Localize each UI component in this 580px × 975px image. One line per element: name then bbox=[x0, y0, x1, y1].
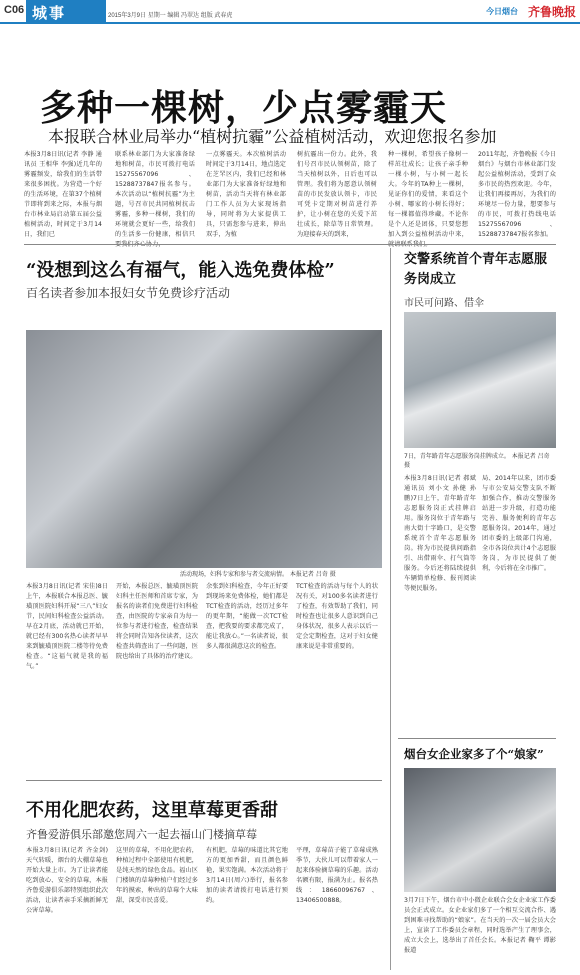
lead-subheadline: 本报联合林业局举办“植树抗霾”公益植树活动，欢迎您报名参加 bbox=[48, 127, 497, 146]
lead-column: 种一棵树，希望孩子像树一样茁壮成长；让孩子亲手种一棵小树，与小树一起长大。今年的TA种上一棵树，见证你们的爱情，来看这个小树、哪家的小树长得好；每一棵都值得珍藏。不论你是个人还是团体，只要您想加入到公益植树活动中来， bbox=[388, 151, 468, 238]
paper-name: 今日烟台 bbox=[486, 7, 518, 16]
article2-column: 余张到妇科检查，今年正好要到现场来免费体检，她们都是TCT检查的活动，经历过多年的更年期，“能做一次TCT检查，把我要的要求都完成了，能让我放心。”一名读者说，很多人都很满意这次的检查。 bbox=[206, 583, 288, 650]
divider bbox=[26, 780, 382, 781]
article4-subheadline: 齐鲁爱游俱乐部邀您周六一起去福山门楼摘草莓 bbox=[26, 828, 257, 841]
lead-column: 联系林业部门为大家准备绿地和树苗，市民可拨打电话15275567096、15288737847报名参与。本次活动以“植树抗霾”为主题，号召市民共同植树抗击雾霾，多种一棵树，我们的环境就会更好一些，给我们的生活多一份健康，相信只 bbox=[115, 151, 195, 238]
lead-headline: 多种一棵树，少点雾霾天 bbox=[40, 87, 448, 129]
article4-column: 本报3月8日讯(记者 齐金剑)天气转暖，烟台的大棚草莓也开始大量上市。为了让读者能吃到放心、安全的草莓，本报齐鲁爱游俱乐部特别组织此次活动，让读者亲手采摘新鲜无公害草莓。 bbox=[26, 847, 108, 914]
article4-column: 这里的草莓，不用化肥农药，种植过程中全部使用有机肥，是纯天然的绿色食品。福山区门楼镇的草莓种植户们经过多年的摸索，种出的草莓个大味甜，深受市民喜爱。 bbox=[116, 847, 198, 904]
article3-subheadline: 市民可问路、借伞 bbox=[404, 298, 484, 309]
column-divider bbox=[390, 248, 391, 970]
article4-column: 平理，草莓苗子能了草莓成熟季节，大伙儿可以带着家人一起来体验摘草莓的乐趣。活动名额有限，报满为止。报名热线：18660096767、13406500888。 bbox=[296, 847, 378, 904]
dateline: 2015年3月9日 星期一 编辑 冯翠达 组版 武春虎 bbox=[108, 13, 233, 19]
article2-column: TCT检查的活动与每个人的状况有关，对100多名读者进行了检查，有效帮助了我们，同时检查也让很多人意识到自己身体状况，很多人表示以后一定会定期检查，这对于妇女健康来说是非常重要的。 bbox=[296, 583, 378, 650]
article2-headline: “没想到这么有福气，能入选免费体检” bbox=[26, 260, 335, 281]
lead-column: 一点雾霾天。本次植树活动时间定于3月14日，地点选定在芝罘区内，我们已经和林业部门为大家准备好绿地和树苗，活动当天将有林业部门工作人员为大家现场指导，同时将为大家提供工具，只需您参与进来，伸出双手，为植 bbox=[206, 151, 286, 238]
article2-subheadline: 百名读者参加本报妇女节免费诊疗活动 bbox=[26, 286, 231, 300]
article2-photo-caption: 活动现场，妇科专家和参与者交流病情。 本报记者 吕奇 摄 bbox=[180, 571, 336, 578]
brand-logo: 齐鲁晚报 bbox=[528, 5, 577, 19]
article5-headline: 烟台女企业家多了个“娘家” bbox=[404, 747, 544, 761]
header-rule bbox=[0, 22, 580, 24]
article5-caption: 3月7日下午，烟台市中小微企业联合会女企业家工作委员会正式成立。女企业家们多了一个相互交流合作、遇到困难寻找帮助的“娘家”。在当天的一次一届会员大会上，宣读了工作委员会章程，同时选举产生了理事会，成立大会上，选举出了首任会长。本报记者 鞠平 谭影 报道 bbox=[404, 897, 556, 954]
article5-photo bbox=[404, 768, 556, 892]
lead-column: 本报3月8日讯(记者 李静 通讯员 王相华 李强)近几年的雾霾频发，给我们的生活带来很多困扰。为营造一个好的生活环境，在第37个植树节即将到来之际，本报与烟台市林业局启动第五届公益植树活动，时间定于3月14日，我们已 bbox=[24, 151, 102, 238]
article3-photo-caption: 7日，青年路青年志愿服务岗挂牌成立。 本报记者 吕奇 摄 bbox=[404, 453, 550, 469]
article3-column: 本报3月8日讯(记者 郝斌 通讯员 刘小文 孙健 孙鹏)7日上午，青年路青年志愿服务岗正式挂牌启用。服务岗位于青年路与南大街十字路口，是交警系统首个青年志愿服务岗。将为市民提供问路指引、出借雨伞、打气筒等服务。今后还将陆续提供车辆简单检修、报刊阅读等便民服务。 bbox=[404, 475, 476, 592]
page-number: C06 bbox=[4, 4, 25, 16]
section-label: 城事 bbox=[26, 0, 106, 22]
article3-headline: 交警系统首个青年志愿服务岗成立 bbox=[404, 252, 548, 287]
article2-photo bbox=[26, 330, 382, 568]
article3-photo bbox=[404, 312, 556, 448]
article3-column: 局、2014年以来，团市委与市公安局交警支队不断加强合作，推动交警服务站进一步升级，打造功能完善、服务便利的青年志愿服务岗。2014年，通过团市委的上级部门沟通，全市各岗位共计4个志愿服务岗，为市民提供了便利，今后将在全市推广。 bbox=[482, 475, 556, 572]
divider bbox=[24, 244, 556, 245]
article4-headline: 不用化肥农药，这里草莓更香甜 bbox=[26, 800, 278, 821]
divider bbox=[398, 738, 556, 739]
article2-column: 开始，本报总医、毓璜顶医院妇科主任医师和首席专家，为报名的读者们免费进行妇科检查，由医院的专家亲自为每一位参与者进行检查，检查结果将会同时告知各位读者，这次检查共筛查出了一些问题，医院也给出了具体的治疗建议。 bbox=[116, 583, 198, 660]
lead-column: 2011年起，齐鲁晚报《今日烟台》与烟台市林业部门发起公益植树活动，受到了众多市民的热烈欢迎。今年，让我们再接再厉，为我们的环境尽一份力量，想要参与的市民，可拨打热线电话15275567096、15288737847报名参加。 bbox=[478, 151, 556, 238]
lead-column: 树抗霾出一份力。此外，我们号召市民认领树苗，除了当天植树以外，日后也可以管理。我们将为愿意认领树苗的市民发放认领卡，市民可凭卡定期对树苗进行养护，让小树在您的关爱下茁壮成长，除草等日常管理。为迎接春天的到来， bbox=[297, 151, 377, 238]
article4-column: 有机肥，草莓的味道比其它地方的更加香甜，而且颜色鲜艳，果实饱满。本次活动将于3月14日(周六)举行，报名参加的读者请拨打电话进行预约。 bbox=[206, 847, 288, 904]
article2-column: 本报3月8日讯(记者 宋佳)8日上午，本报联合本报总医、毓璜顶医院妇科开展“三八”妇女节，民间妇科检查公益活动。早在2月底，活动就已开始，就已经有300名热心读者早早来到毓璜顶医院二楼等待免费检查。“这福气就是我的福气。” bbox=[26, 583, 108, 670]
